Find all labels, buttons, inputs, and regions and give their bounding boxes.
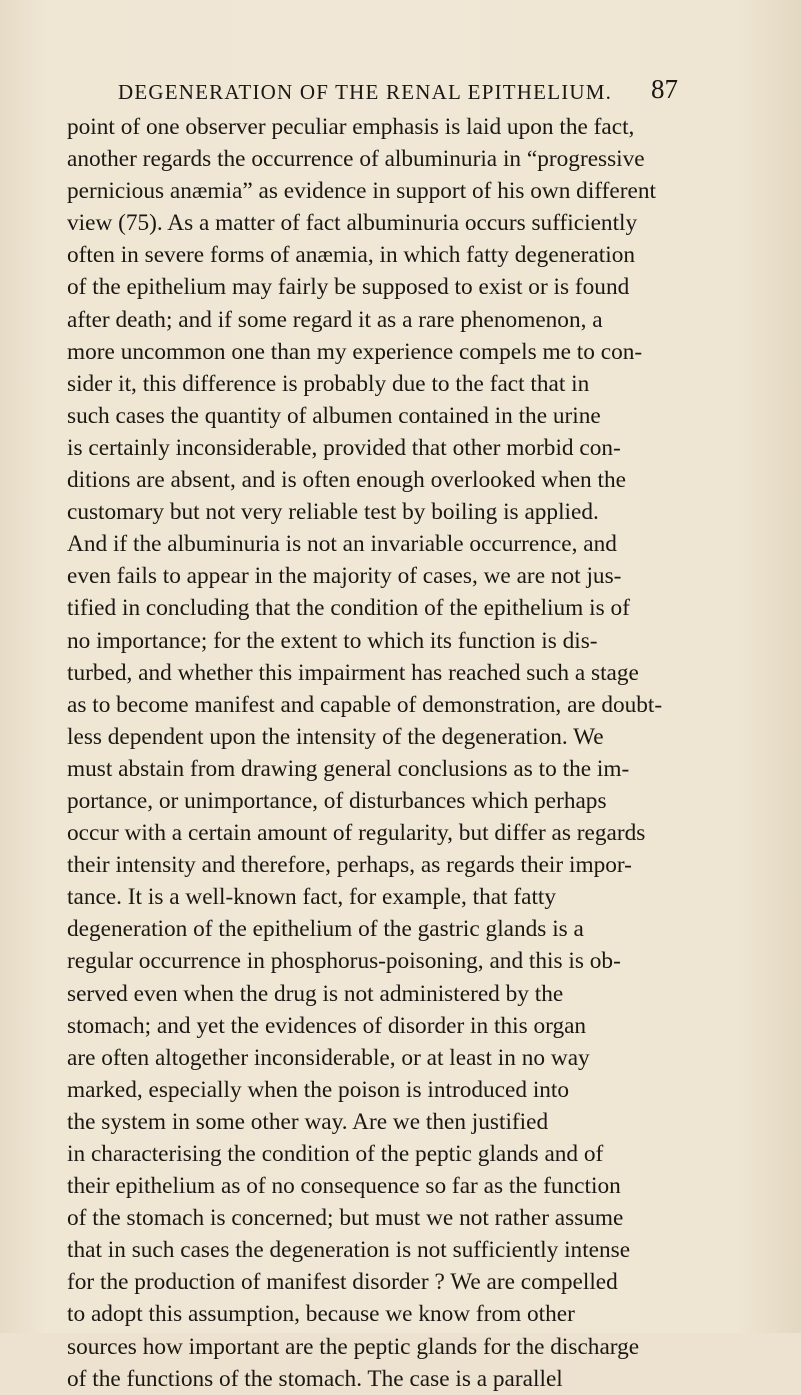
text-line: marked, especially when the poison is introduced into: [67, 1076, 570, 1103]
text-line: point of one observer peculiar emphasis is laid upon the fact,: [67, 114, 635, 140]
running-head: [118, 74, 678, 112]
text-line: regular occurrence in phosphorus-poisoning, and this is ob-: [67, 948, 621, 975]
text-line: of the epithelium may fairly be supposed to exist or is found: [67, 274, 630, 301]
text-line: that in such cases the degeneration is not sufficiently intense: [67, 1237, 631, 1264]
text-line: pernicious anæmia” as evidence in support of his own different: [67, 178, 656, 205]
text-line: customary but not very reliable test by boiling is applied.: [67, 499, 599, 526]
text-line: ditions are absent, and is often enough overlooked when the: [67, 467, 626, 494]
text-line: after death; and if some regard it as a rare phenomenon, a: [67, 306, 603, 333]
text-line: view (75). As a matter of fact albuminuria occurs sufficiently: [67, 210, 638, 237]
text-line: more uncommon one than my experience compels me to con-: [67, 338, 643, 365]
text-line: less dependent upon the intensity of the degeneration. We: [67, 723, 604, 750]
text-line: of the stomach is concerned; but must we not rather assume: [67, 1205, 624, 1232]
text-line: And if the albuminuria is not an invariable occurrence, and: [67, 531, 617, 558]
text-line: often in severe forms of anæmia, in which fatty degeneration: [67, 242, 635, 269]
text-line: sider it, this difference is probably due to the fact that in: [67, 370, 590, 397]
text-line: no importance; for the extent to which its function is dis-: [67, 627, 598, 654]
running-title: DEGENERATION OF THE RENAL EPITHELIUM.: [118, 80, 613, 104]
text-line: as to become manifest and capable of demonstration, are doubt-: [67, 691, 663, 718]
text-line: another regards the occurrence of albuminuria in “progressive: [67, 146, 645, 173]
text-line: such cases the quantity of albumen contained in the urine: [67, 402, 601, 429]
text-line: in characterising the condition of the peptic glands and of: [67, 1141, 604, 1167]
text-line: to adopt this assumption, because we know from other: [67, 1301, 575, 1328]
text-line: served even when the drug is not administered by the: [67, 980, 564, 1007]
page-number: 87: [651, 74, 678, 104]
text-line: their epithelium as of no consequence so far as the function: [67, 1173, 621, 1200]
text-line: tified in concluding that the condition of the epithelium is of: [67, 595, 630, 622]
body-text: [67, 111, 787, 1395]
text-line: the system in some other way. Are we then justified: [67, 1108, 549, 1135]
text-line: is certainly inconsiderable, provided that other morbid con-: [67, 434, 621, 461]
text-line: portance, or unimportance, of disturbances which perhaps: [67, 787, 607, 814]
text-line: their intensity and therefore, perhaps, as regards their impor-: [67, 852, 632, 879]
text-line: of the functions of the stomach. The case is a parallel: [67, 1365, 563, 1392]
text-line: are often altogether inconsiderable, or at least in no way: [67, 1044, 590, 1071]
text-line: tance. It is a well-known fact, for example, that fatty: [67, 884, 557, 911]
text-line: for the production of manifest disorder ? We are compelled: [67, 1269, 618, 1296]
text-line: stomach; and yet the evidences of disorder in this organ: [67, 1012, 587, 1039]
text-line: occur with a certain amount of regularity, but differ as regards: [67, 820, 646, 847]
text-line: turbed, and whether this impairment has reached such a stage: [67, 659, 639, 686]
text-line: even fails to appear in the majority of cases, we are not jus-: [67, 563, 622, 590]
text-line: degeneration of the epithelium of the gastric glands is a: [67, 916, 584, 943]
text-line: sources how important are the peptic glands for the discharge: [67, 1333, 640, 1360]
text-line: must abstain from drawing general conclusions as to the im-: [67, 755, 630, 782]
